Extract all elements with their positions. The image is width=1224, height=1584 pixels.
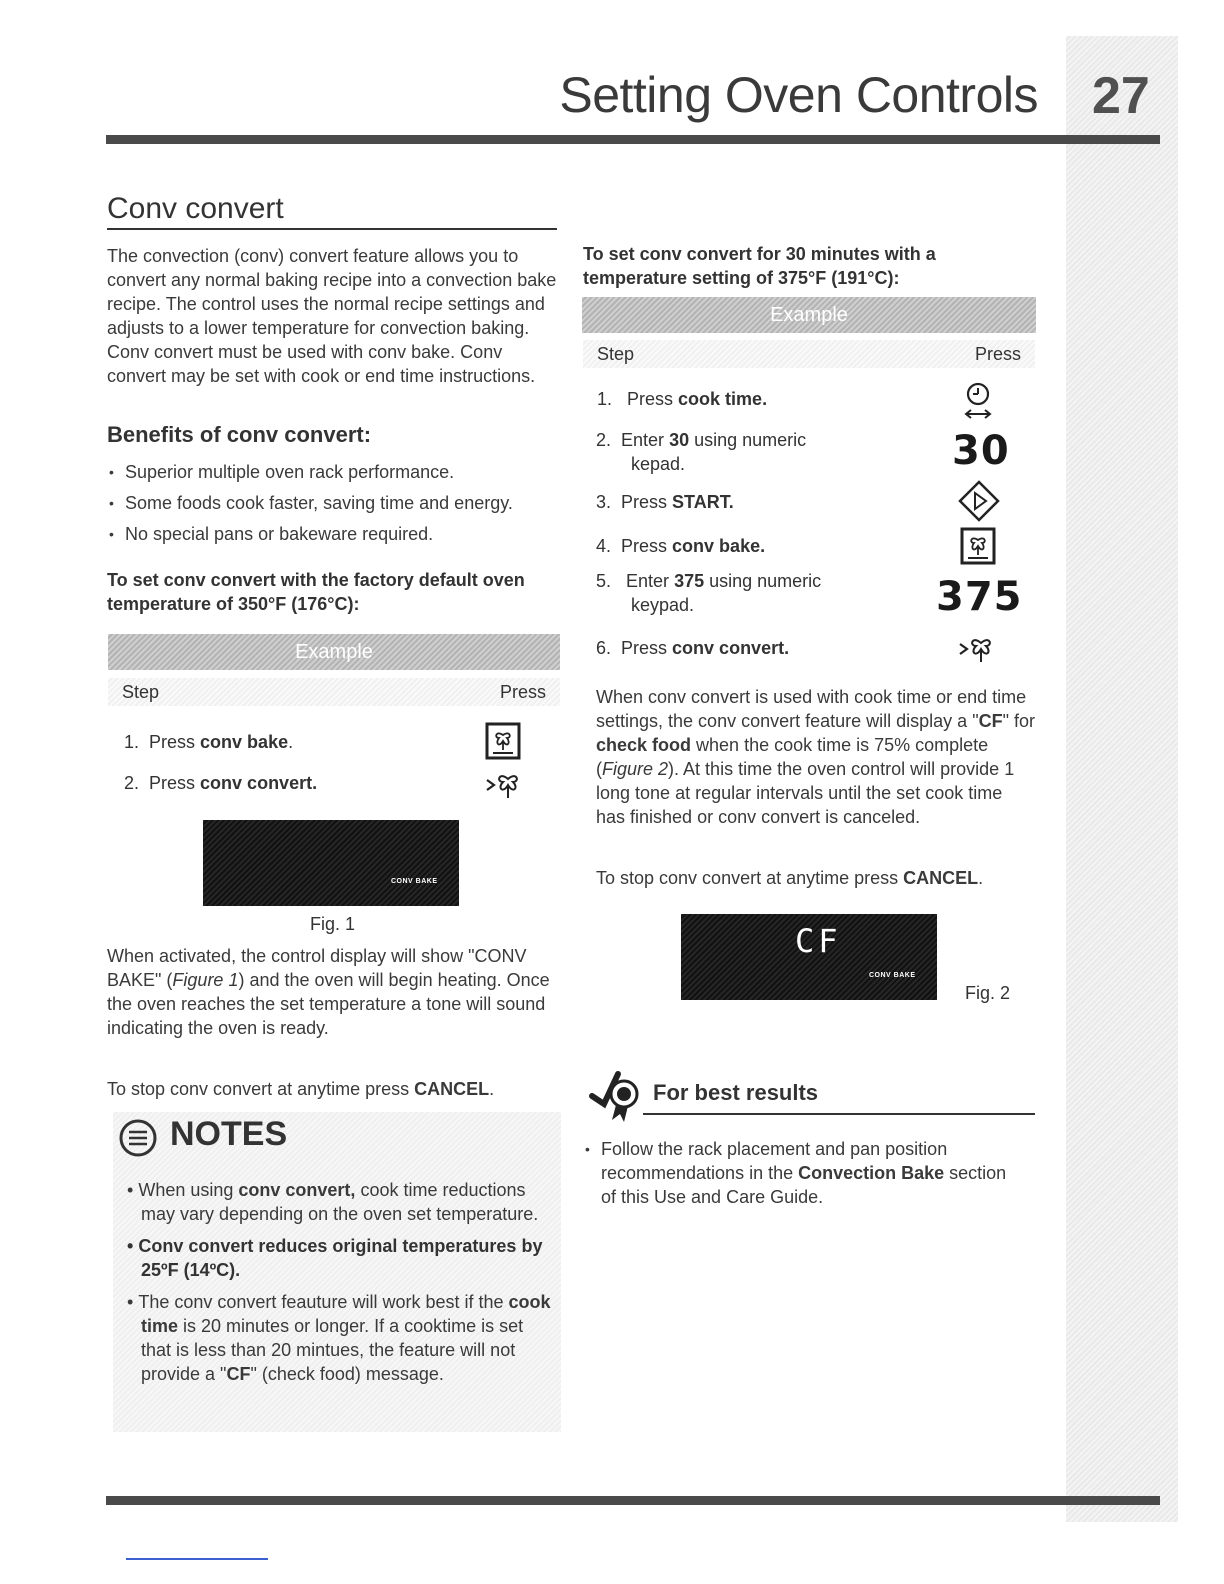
- footer-underline: [126, 1558, 268, 1560]
- list-item: • The conv convert feauture will work best if the cook time is 20 minutes or longer. If a cooktime is set that is less than 20 mintues, the feature will not provide a "CF" (check food) message.: [121, 1290, 551, 1386]
- list-item: • Follow the rack placement and pan position recommendations in the Convection Bake section of this Use and Care Guide.: [583, 1137, 1023, 1209]
- example2-cf-paragraph: When conv convert is used with cook time or end time settings, the conv convert feature will display a "CF" for check food when the cook time is 75% complete (Figure 2). At this time the oven control will provide 1 long tone at regular intervals until the set cook time has finished or conv convert is canceled.: [596, 687, 1035, 827]
- example2-step-5: 5. Enter 375 using numeric keypad.: [596, 571, 822, 615]
- notes-list: [121, 1178, 551, 1394]
- best-results-title: For best results: [653, 1080, 819, 1105]
- cook-time-icon: [960, 380, 996, 420]
- example2-stop-text: To stop conv convert at anytime press CANCEL.: [596, 868, 984, 888]
- display-cf-readout: CF: [795, 922, 842, 960]
- notes-icon: [118, 1118, 158, 1158]
- display-conv-bake-label: CONV BAKE: [391, 878, 438, 885]
- award-ribbon-icon: [584, 1058, 650, 1124]
- example2-step-3: 3. Press START.: [596, 492, 734, 512]
- conv-convert-icon: [484, 766, 526, 800]
- start-icon: [958, 480, 1000, 522]
- example2-column-headers: [583, 340, 1035, 368]
- notes-title: NOTES: [170, 1115, 288, 1153]
- col-press-label: Press: [499, 681, 546, 702]
- conv-convert-icon: [957, 630, 999, 664]
- col-press-label: Press: [974, 343, 1021, 364]
- conv-bake-icon: [485, 722, 521, 762]
- display-conv-bake-label: CONV BAKE: [869, 972, 916, 979]
- example1-banner: Example: [108, 634, 560, 670]
- section-title: Conv convert: [107, 192, 557, 230]
- list-item: • Some foods cook faster, saving time and energy.: [107, 491, 567, 515]
- conv-bake-icon: [960, 527, 996, 567]
- example1-heading: To set conv convert with the factory default oven temperature of 350°F (176°C):: [107, 570, 525, 614]
- example1-step-2: 2. Press conv convert.: [124, 773, 318, 793]
- list-item: • Conv convert reduces original temperatures by 25ºF (14ºC).: [121, 1234, 551, 1282]
- example2-step-1: 1. Press cook time.: [597, 389, 768, 409]
- figure-1-display: [203, 820, 459, 906]
- footer-rule: [106, 1496, 1160, 1505]
- example1-stop-text: To stop conv convert at anytime press CANCEL.: [107, 1079, 495, 1099]
- best-results-list: [583, 1137, 1023, 1216]
- example1-step-1: 1. Press conv bake.: [124, 732, 294, 752]
- side-decoration: [1066, 36, 1178, 1522]
- col-step-label: Step: [122, 681, 160, 702]
- best-results-rule: [643, 1113, 1035, 1115]
- display-value-375: 375: [936, 574, 1023, 620]
- example1-column-headers: [108, 678, 560, 706]
- list-item: • Superior multiple oven rack performance.: [107, 460, 567, 484]
- example2-banner: Example: [582, 297, 1036, 333]
- list-item: • No special pans or bakeware required.: [107, 522, 567, 546]
- benefits-list: [107, 460, 567, 553]
- list-item: • When using conv convert, cook time reductions may vary depending on the oven set temperature.: [121, 1178, 551, 1226]
- example2-step-6: 6. Press conv convert.: [596, 638, 790, 658]
- figure-2-caption: Fig. 2: [965, 983, 1011, 1003]
- benefits-title: Benefits of conv convert:: [107, 422, 372, 447]
- figure-2-display: [681, 914, 937, 1000]
- example2-step-4: 4. Press conv bake.: [596, 536, 766, 556]
- display-value-30: 30: [952, 428, 1010, 474]
- page-number: 27: [1092, 67, 1150, 125]
- example2-heading: To set conv convert for 30 minutes with a temperature setting of 375°F (191°C):: [583, 244, 936, 288]
- section-intro: The convection (conv) convert feature allows you to convert any normal baking recipe into a convection bake recipe. The control uses the normal recipe settings and adjusts to a lower temperature for convection baking. Conv convert must be used with conv bake. Conv convert may be set with cook or end time instructions.: [107, 246, 557, 386]
- example2-step-2: 2. Enter 30 using numeric kepad.: [596, 430, 807, 474]
- page-title: Setting Oven Controls: [559, 67, 1038, 123]
- example1-after-figure: When activated, the control display will show "CONV BAKE" (Figure 1) and the oven will begin heating. Once the oven reaches the set temperature a tone will sound indicating the oven is ready.: [107, 946, 550, 1038]
- header-rule: [106, 135, 1160, 144]
- figure-1-caption: Fig. 1: [310, 914, 356, 934]
- col-step-label: Step: [597, 343, 635, 364]
